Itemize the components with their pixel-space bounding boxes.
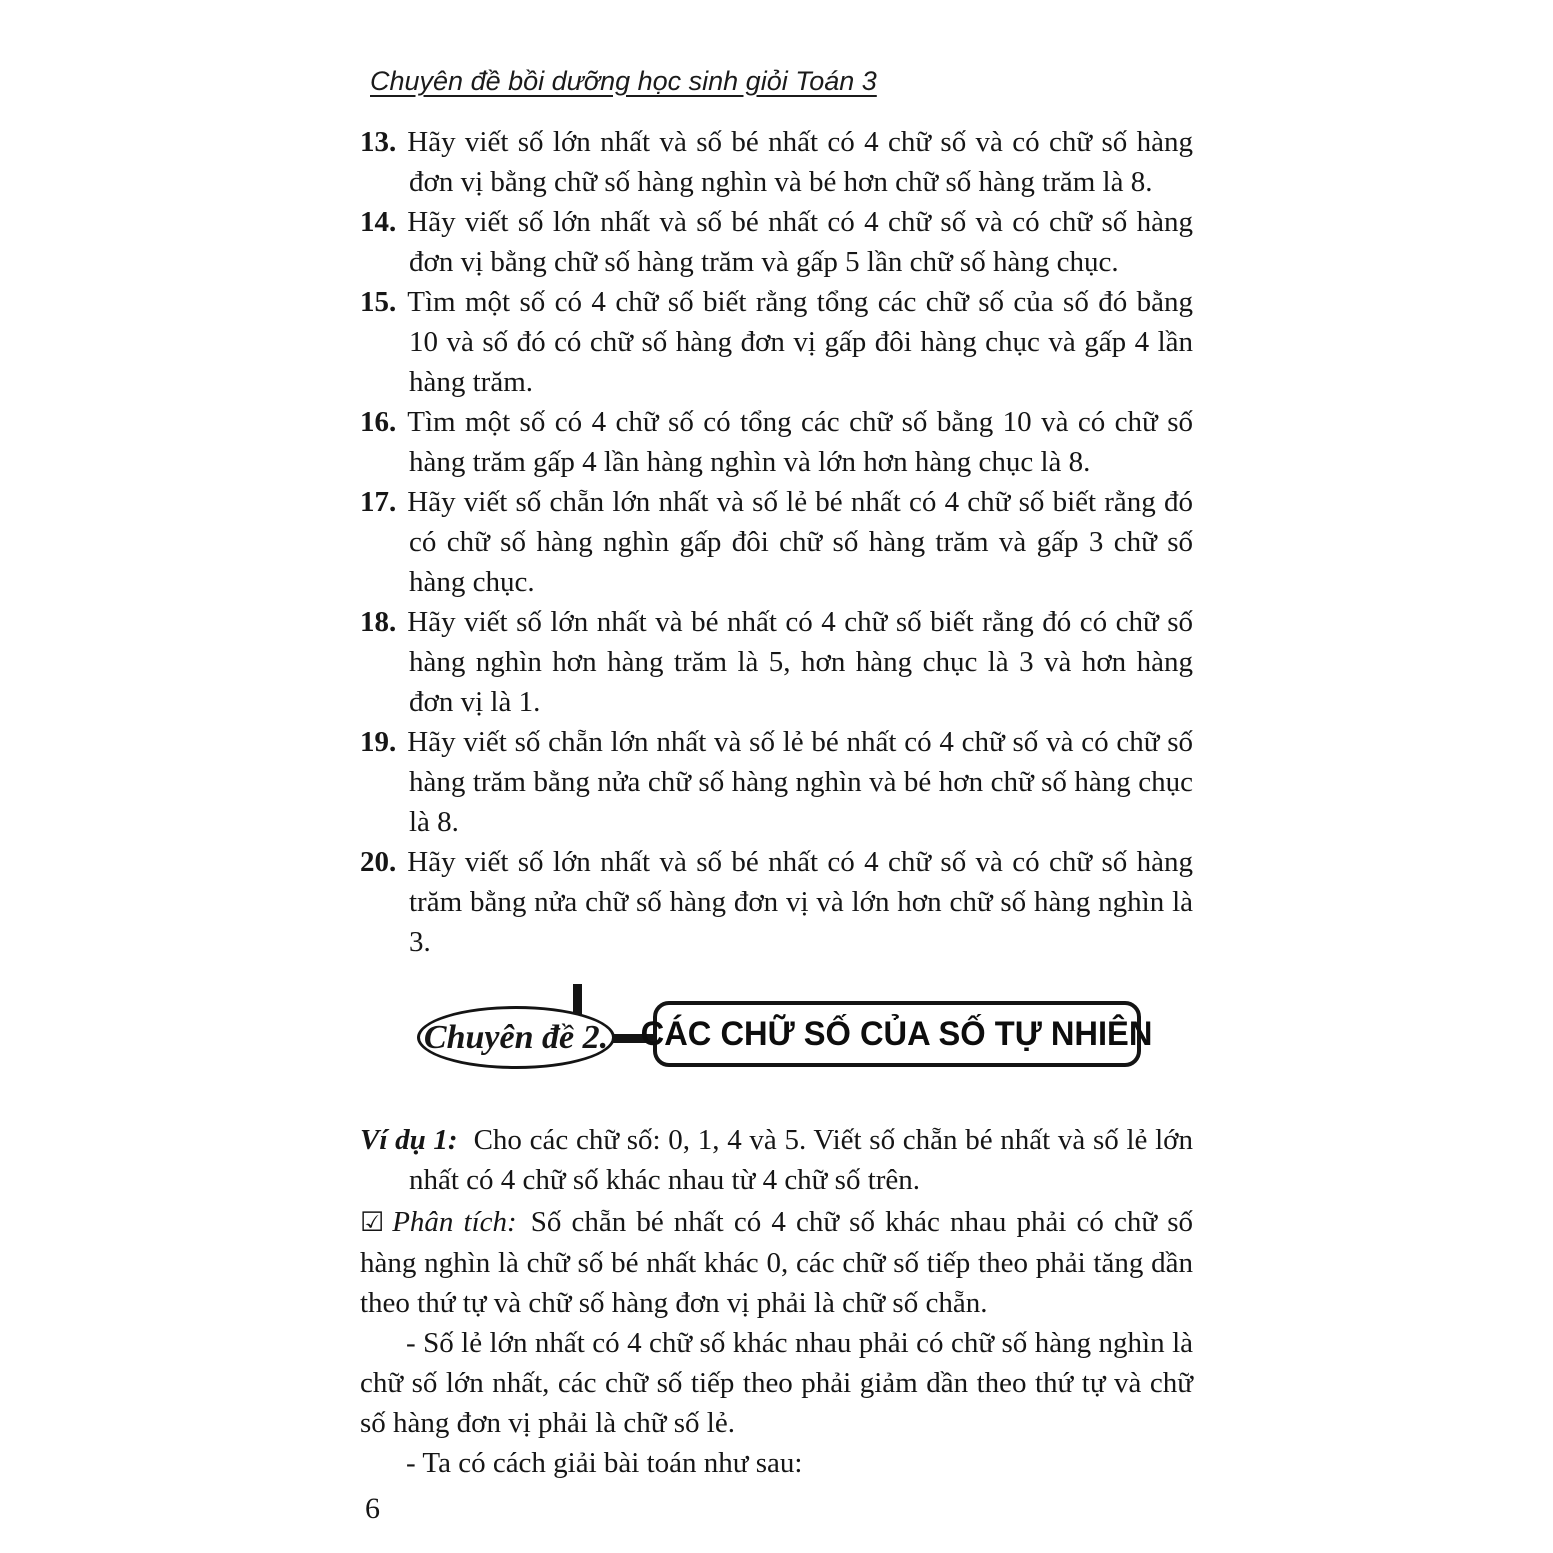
analysis-subparagraph-2: - Ta có cách giải bài toán như sau: [406, 1447, 803, 1479]
problem-number: 13. [360, 126, 397, 158]
problem-item-13 [360, 122, 1193, 202]
analysis-subparagraph-1: - Số lẻ lớn nhất có 4 chữ số khác nhau phải có chữ số hàng nghìn là chữ số lớn nhất, các chữ số tiếp theo phải giảm dần theo thứ tự và chữ số hàng đơn vị phải là chữ số lẻ. [360, 1327, 1193, 1439]
section-banner [417, 984, 1193, 1090]
analysis-label: Phân tích: [392, 1206, 517, 1238]
problem-number: 15. [360, 286, 397, 318]
problem-text: Hãy viết số lớn nhất và số bé nhất có 4 chữ số và có chữ số hàng đơn vị bằng chữ số hàng nghìn và bé hơn chữ số hàng trăm là 8. [407, 126, 1193, 198]
example-paragraph [360, 1120, 1193, 1200]
problem-number: 14. [360, 206, 397, 238]
problem-text: Hãy viết số chẵn lớn nhất và số lẻ bé nhất có 4 chữ số và có chữ số hàng trăm bằng nửa chữ số hàng nghìn và bé hơn chữ số hàng chục là 8. [407, 726, 1193, 838]
problem-text: Tìm một số có 4 chữ số có tổng các chữ số bằng 10 và có chữ số hàng trăm gấp 4 lần hàng nghìn và lớn hơn hàng chục là 8. [407, 406, 1193, 478]
problem-number: 16. [360, 406, 397, 438]
problem-list [360, 122, 1193, 962]
problem-item-17 [360, 482, 1193, 602]
problem-item-16 [360, 402, 1193, 482]
problem-item-15 [360, 282, 1193, 402]
section-title-box [641, 1001, 1153, 1067]
analysis-paragraph [360, 1202, 1193, 1323]
running-header: Chuyên đề bồi dưỡng học sinh giỏi Toán 3 [370, 66, 877, 96]
section-title: CÁC CHỮ SỐ CỦA SỐ TỰ NHIÊN [641, 1014, 1153, 1053]
checked-checkbox-icon: ☑ [360, 1207, 385, 1238]
problem-item-19 [360, 722, 1193, 842]
problem-number: 17. [360, 486, 397, 518]
problem-number: 20. [360, 846, 397, 878]
problem-number: 19. [360, 726, 397, 758]
problem-text: Hãy viết số lớn nhất và bé nhất có 4 chữ số biết rằng đó có chữ số hàng nghìn hơn hàng trăm là 5, hơn hàng chục là 3 và hơn hàng đơn vị là 1. [407, 606, 1193, 718]
example-label: Ví dụ 1: [360, 1124, 458, 1156]
problem-item-18 [360, 602, 1193, 722]
problem-text: Hãy viết số lớn nhất và số bé nhất có 4 chữ số và có chữ số hàng trăm bằng nửa chữ số hàng đơn vị và lớn hơn chữ số hàng nghìn là 3. [407, 846, 1193, 958]
problem-text: Tìm một số có 4 chữ số biết rằng tổng các chữ số của số đó bằng 10 và số đó có chữ số hàng đơn vị gấp đôi hàng chục và gấp 4 lần hàng trăm. [407, 286, 1193, 398]
problem-item-20 [360, 842, 1193, 962]
section-badge-label: Chuyên đề 2. [423, 1018, 609, 1056]
section-badge [417, 1006, 615, 1069]
problem-text: Hãy viết số lớn nhất và số bé nhất có 4 chữ số và có chữ số hàng đơn vị bằng chữ số hàng trăm và gấp 5 lần chữ số hàng chục. [407, 206, 1193, 278]
page-content-column [360, 0, 1193, 1529]
example-text: Cho các chữ số: 0, 1, 4 và 5. Viết số chẵn bé nhất và số lẻ lớn nhất có 4 chữ số khác nhau từ 4 chữ số trên. [409, 1124, 1194, 1196]
problem-text: Hãy viết số chẵn lớn nhất và số lẻ bé nhất có 4 chữ số biết rằng đó có chữ số hàng nghìn gấp đôi chữ số hàng trăm và gấp 3 chữ số hàng chục. [407, 486, 1193, 598]
analysis-text: Số chẵn bé nhất có 4 chữ số khác nhau phải có chữ số hàng nghìn là chữ số bé nhất khác 0, các chữ số tiếp theo phải tăng dần theo thứ tự và chữ số hàng đơn vị phải là chữ số chẵn. [360, 1206, 1193, 1319]
problem-number: 18. [360, 606, 397, 638]
problem-item-14 [360, 202, 1193, 282]
page-number: 6 [365, 1492, 380, 1525]
